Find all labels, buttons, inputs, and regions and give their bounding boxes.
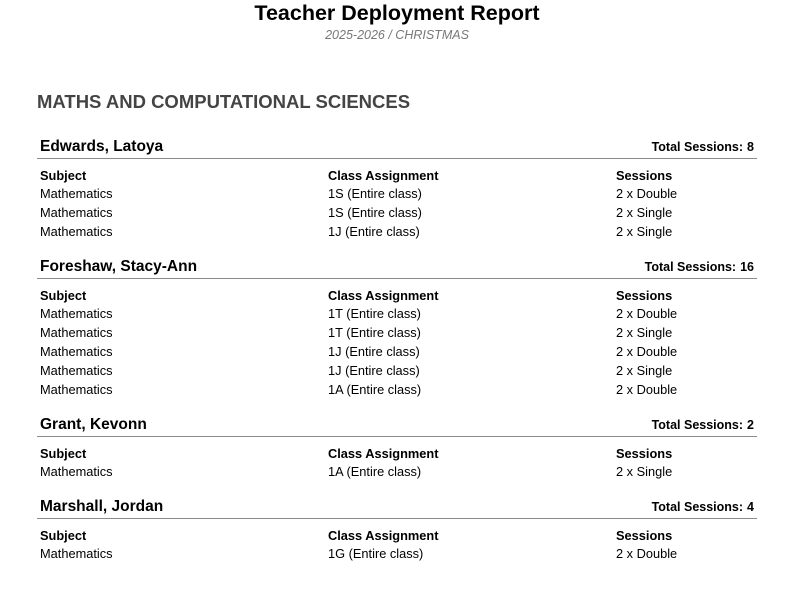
subject-cell: Mathematics [40,325,113,340]
assignment-table [37,446,757,483]
total-sessions-value: 2 [747,418,754,432]
table-row [37,224,757,243]
teacher-section [37,416,757,483]
class-cell: 1G (Entire class) [328,546,424,561]
teacher-header [37,416,757,437]
class-cell: 1A (Entire class) [328,382,422,397]
teacher-name: Grant, Kevonn [40,416,147,433]
subject-cell: Mathematics [40,344,113,359]
sessions-cell: 2 x Single [616,363,673,378]
subject-column-header: Subject [40,168,87,183]
table-row [37,186,757,205]
sessions-cell: 2 x Single [616,464,673,479]
class-cell: 1A (Entire class) [328,464,422,479]
sessions-cell: 2 x Double [616,546,678,561]
assignment-table [37,168,757,243]
sessions-cell: 2 x Single [616,205,673,220]
class-cell: 1T (Entire class) [328,306,421,321]
class-cell: 1J (Entire class) [328,224,420,239]
total-sessions [645,260,754,275]
subject-cell: Mathematics [40,224,113,239]
table-row [37,546,757,565]
total-sessions-value: 16 [740,260,754,274]
class-cell: 1S (Entire class) [328,205,422,220]
total-sessions-label: Total Sessions: [651,140,744,154]
class-assignment-column-header: Class Assignment [328,528,439,543]
total-sessions [652,140,754,155]
total-sessions-value: 8 [747,140,754,154]
sessions-cell: 2 x Double [616,344,678,359]
class-cell: 1J (Entire class) [328,363,420,378]
table-row [37,325,757,344]
teacher-name: Marshall, Jordan [40,498,164,515]
table-header-row [37,288,757,306]
subject-column-header: Subject [40,446,87,461]
class-cell: 1S (Entire class) [328,186,422,201]
table-row [37,344,757,363]
class-assignment-column-header: Class Assignment [328,168,439,183]
sessions-cell: 2 x Single [616,224,673,239]
sessions-cell: 2 x Single [616,325,673,340]
sessions-cell: 2 x Double [616,306,678,321]
subject-column-header: Subject [40,528,87,543]
teacher-header [37,498,757,519]
subject-cell: Mathematics [40,546,113,561]
subject-cell: Mathematics [40,205,113,220]
class-assignment-column-header: Class Assignment [328,288,439,303]
class-cell: 1T (Entire class) [328,325,421,340]
total-sessions-value: 4 [747,500,754,514]
total-sessions [652,500,754,515]
table-header-row [37,528,757,546]
subject-column-header: Subject [40,288,87,303]
subject-cell: Mathematics [40,306,113,321]
total-sessions-label: Total Sessions: [651,418,744,432]
total-sessions-label: Total Sessions: [651,500,744,514]
teacher-name: Edwards, Latoya [40,138,164,155]
table-header-row [37,446,757,464]
teacher-header [37,258,757,279]
teacher-name: Foreshaw, Stacy-Ann [40,258,198,275]
class-cell: 1J (Entire class) [328,344,420,359]
table-row [37,363,757,382]
sessions-cell: 2 x Double [616,186,678,201]
table-row [37,382,757,401]
sessions-column-header: Sessions [616,288,673,303]
sessions-column-header: Sessions [616,528,673,543]
table-row [37,306,757,325]
teacher-section [37,498,757,565]
total-sessions [652,418,754,433]
assignment-table [37,288,757,401]
subject-cell: Mathematics [40,382,113,397]
class-assignment-column-header: Class Assignment [328,446,439,461]
teacher-header [37,138,757,159]
teacher-section [37,138,757,243]
sessions-column-header: Sessions [616,168,673,183]
table-row [37,464,757,483]
subject-cell: Mathematics [40,186,113,201]
subject-cell: Mathematics [40,363,113,378]
teacher-section [37,258,757,401]
report-title: Teacher Deployment Report [254,1,540,25]
sessions-column-header: Sessions [616,446,673,461]
sessions-cell: 2 x Double [616,382,678,397]
total-sessions-label: Total Sessions: [644,260,737,274]
subject-cell: Mathematics [40,464,113,479]
assignment-table [37,528,757,565]
department-heading: MATHS AND COMPUTATIONAL SCIENCES [37,91,411,112]
table-header-row [37,168,757,186]
table-row [37,205,757,224]
report-subtitle: 2025-2026 / CHRISTMAS [325,28,469,42]
